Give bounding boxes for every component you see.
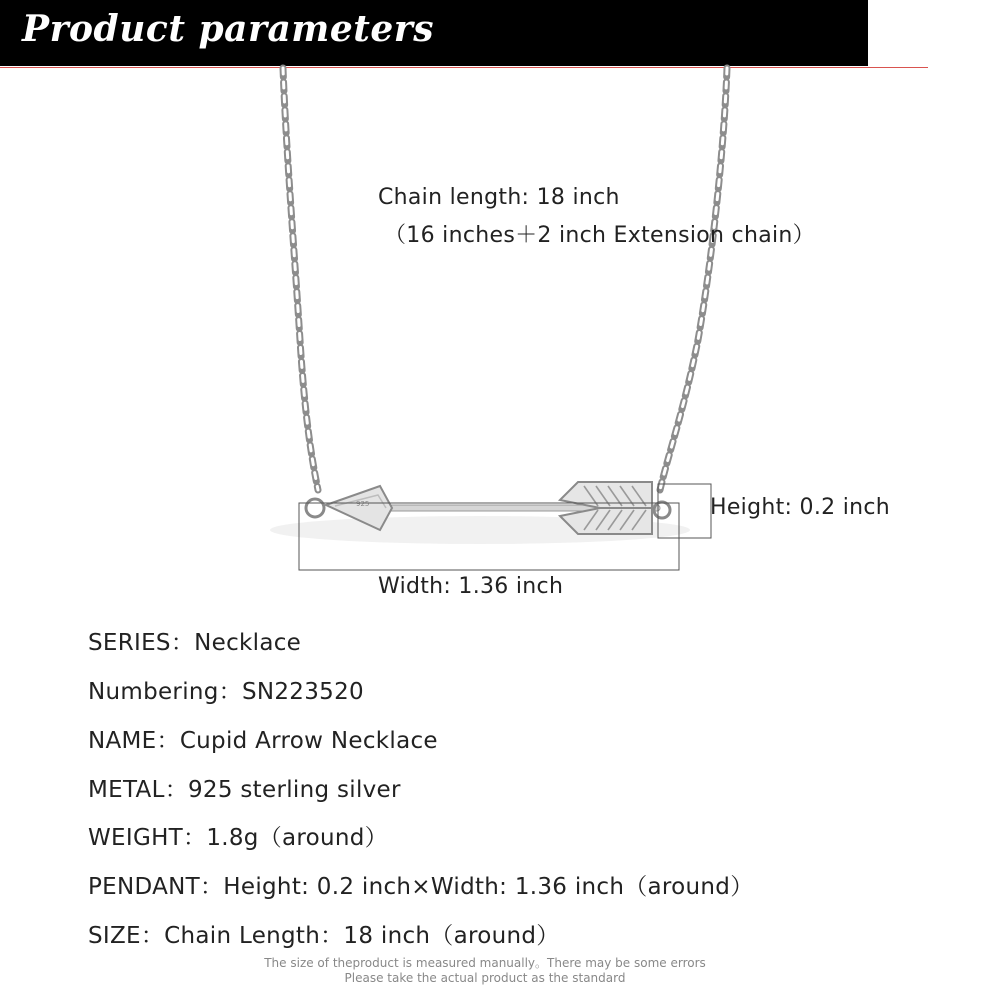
chain-length-label: Chain length: 18 inch — [378, 185, 620, 210]
spec-pendant: PENDANT：Height: 0.2 inch×Width: 1.36 inch（around） — [88, 874, 754, 900]
spec-size: SIZE：Chain Length：18 inch（around） — [88, 923, 560, 949]
spec-weight: WEIGHT：1.8g（around） — [88, 825, 388, 851]
height-label: Height: 0.2 inch — [710, 495, 891, 520]
pendant-stamp: 925 — [356, 500, 370, 508]
measurement-disclaimer: The size of theproduct is measured manually。There may be some errors — [264, 956, 706, 970]
spec-series: SERIES：Necklace — [88, 630, 302, 656]
chain-left — [283, 68, 318, 490]
spec-numbering: Numbering：SN223520 — [88, 679, 364, 705]
chain-detail-label: （16 inches＋2 inch Extension chain） — [384, 223, 815, 248]
actual-product-disclaimer: Please take the actual product as the standard — [344, 971, 626, 985]
chain-right — [660, 68, 727, 490]
width-label: Width: 1.36 inch — [378, 574, 564, 599]
spec-metal: METAL：925 sterling silver — [88, 777, 401, 803]
spec-name: NAME：Cupid Arrow Necklace — [88, 728, 438, 754]
page-title: Product parameters — [22, 8, 435, 50]
